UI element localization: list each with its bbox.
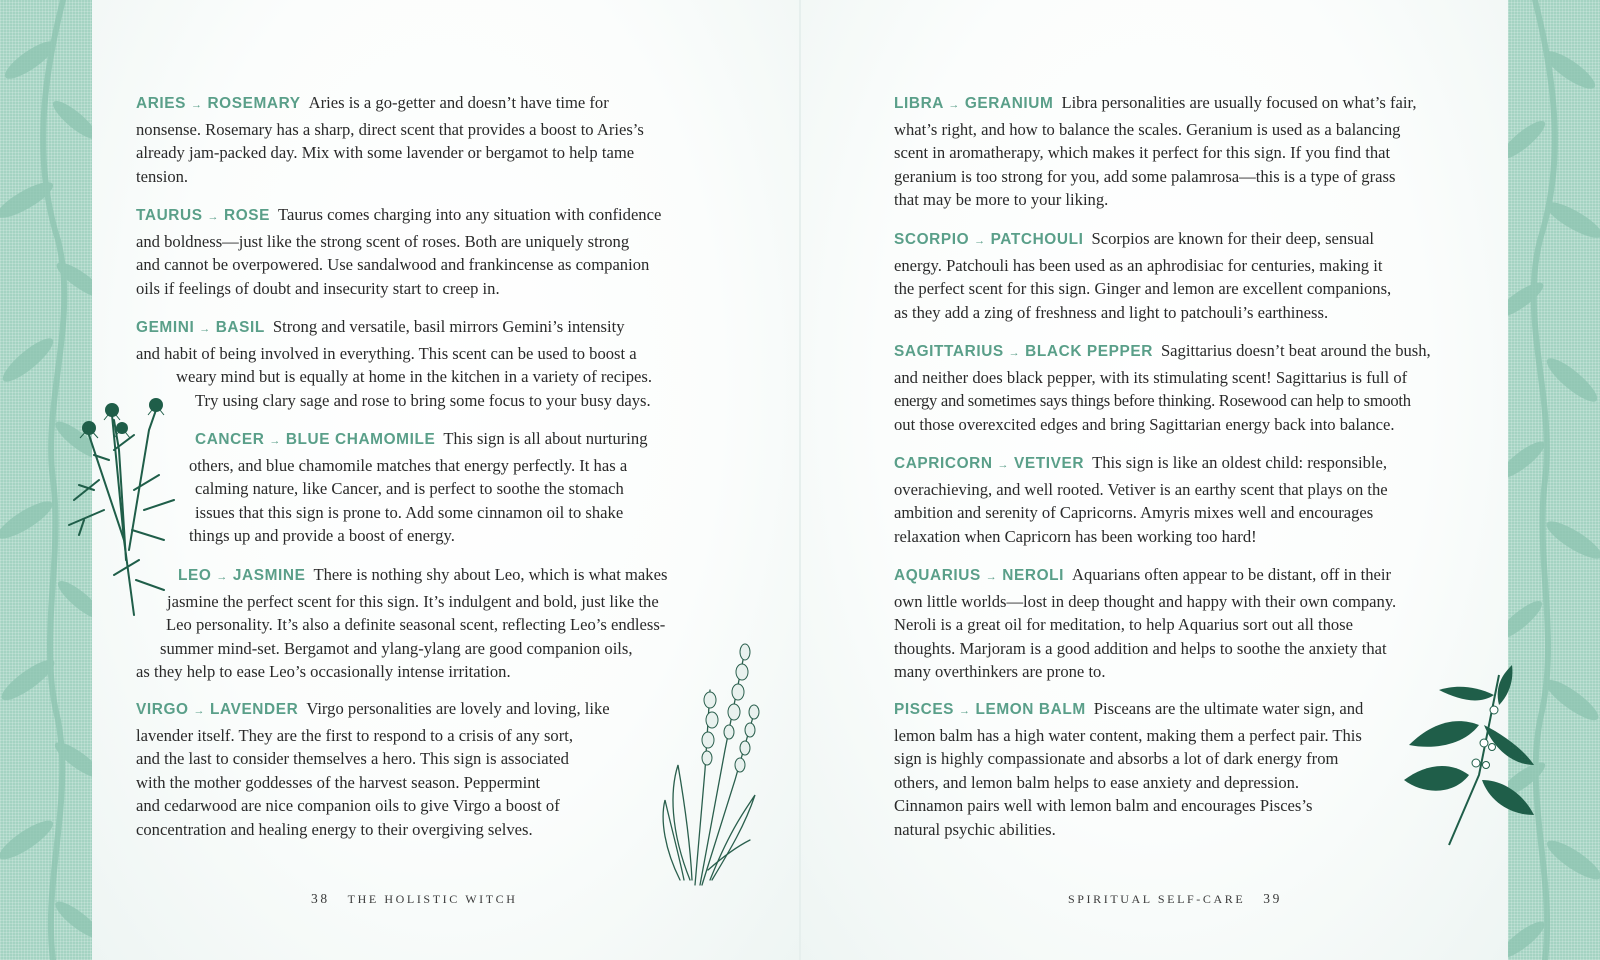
arrow-icon: → bbox=[1008, 347, 1021, 359]
entry-heading: SAGITTARIUS → BLACK PEPPER bbox=[894, 343, 1153, 360]
entry-leo: LEO → JASMINE There is nothing shy about Leo, which is what makes jasmine the perfect scent for this sign. It’s indulgent and bold, just like the Leo personality. It’s also a definite seasonal scent, reflecting Leo’s endless- summer mind-set. Bergamot and ylang-ylang are good companion oils, as they help to ease Leo’s occasionally intense irritation. bbox=[136, 565, 668, 682]
entry-gemini: GEMINI → BASIL Strong and versatile, basil mirrors Gemini’s intensity and habit of being involved in everything. This scent can be used to boost a weary mind but is equally at home in the kitchen in a variety of recipes. Try using clary sage and rose to bring some focus to your busy days. bbox=[136, 317, 653, 410]
arrow-icon: → bbox=[997, 459, 1010, 471]
arrow-icon: → bbox=[269, 435, 281, 447]
arrow-icon: → bbox=[216, 571, 228, 583]
arrow-icon: → bbox=[974, 235, 986, 247]
chamomile-illustration-icon bbox=[64, 390, 184, 620]
entry-aquarius: AQUARIUS → NEROLI Aquarians often appear to be distant, off in their own little worlds—lost in deep thought and happy with their own company. Neroli is a great oil for meditation, to help Aquarius sort out all those thoughts. Marjoram is a good addition and helps to soothe the anxiety that many overthinkers are prone to. bbox=[894, 565, 1397, 682]
entry-taurus: TAURUS → ROSE Taurus comes charging into any situation with confidence and boldness—just like the strong scent of roses. Both are uniquely strong and cannot be overpowered. Use sandalwood and frankincense as companion oils if feelings of doubt and insecurity start to creep in. bbox=[136, 205, 662, 298]
arrow-icon: → bbox=[190, 99, 203, 111]
book-spine bbox=[799, 0, 801, 960]
arrow-icon: → bbox=[199, 323, 211, 335]
entry-heading: ARIES → ROSEMARY bbox=[136, 95, 301, 112]
entry-heading: LEO → JASMINE bbox=[178, 567, 306, 584]
entry-scorpio: SCORPIO → PATCHOULI Scorpios are known for their deep, sensual energy. Patchouli has been used as an aphrodisiac for centuries, making it the perfect scent for this sign. Ginger and lemon are excellent companions, as they add a zing of freshness and light to patchouli’s earthiness. bbox=[894, 229, 1392, 322]
arrow-icon: → bbox=[193, 705, 206, 717]
entry-heading: CAPRICORN → VETIVER bbox=[894, 455, 1085, 472]
lavender-illustration-icon bbox=[650, 630, 760, 890]
arrow-icon: → bbox=[958, 705, 971, 717]
entry-heading: TAURUS → ROSE bbox=[136, 207, 271, 224]
running-head: THE HOLISTIC WITCH bbox=[347, 892, 518, 906]
entry-libra: LIBRA → GERANIUM Libra personalities are usually focused on what’s fair, what’s right, and how to balance the scales. Geranium is used as a balancing scent in aromatherapy, which makes it perfect for this sign. If you find that geranium is too strong for you, add some palamrosa—this is a type of grass that may be more to your liking. bbox=[894, 93, 1417, 210]
entry-virgo: VIRGO → LAVENDER Virgo personalities are lovely and loving, like lavender itself. They are the first to respond to a crisis of any sort, and the last to consider themselves a hero. This sign is associated with the mother goddesses of the harvest season. Peppermint and cedarwood are nice companion oils to give Virgo a boost of concentration and healing energy to their overgiving selves. bbox=[136, 699, 610, 839]
page-number: 39 bbox=[1263, 891, 1282, 906]
arrow-icon: → bbox=[948, 99, 960, 111]
entry-heading: LIBRA → GERANIUM bbox=[894, 95, 1054, 112]
entry-heading: PISCES → LEMON BALM bbox=[894, 701, 1086, 718]
arrow-icon: → bbox=[207, 211, 220, 223]
entry-pisces: PISCES → LEMON BALM Pisceans are the ultimate water sign, and lemon balm has a high water content, making them a perfect pair. This sign is highly compassionate and absorbs a lot of dark energy from others, and lemon balm helps to ease anxiety and depression. Cinnamon pairs well with lemon balm and encourages Pisces’s natural psychic abilities. bbox=[894, 699, 1364, 839]
entry-heading: SCORPIO → PATCHOULI bbox=[894, 231, 1084, 248]
entry-heading: AQUARIUS → NEROLI bbox=[894, 567, 1065, 584]
entry-heading: GEMINI → BASIL bbox=[136, 319, 265, 336]
entry-sagittarius: SAGITTARIUS → BLACK PEPPER Sagittarius doesn’t beat around the bush, and neither does black pepper, with its stimulating scent! Sagittarius is full of energy and sometimes says things before thinking. Rosewood can help to smooth out those overexcited edges and bring Sagittarian energy back into balance. bbox=[894, 341, 1431, 434]
arrow-icon: → bbox=[985, 571, 998, 583]
entry-capricorn: CAPRICORN → VETIVER This sign is like an oldest child: responsible, overachieving, and well rooted. Vetiver is an earthy scent that plays on the ambition and serenity of Capricorns. Amyris mixes well and encourages relaxation when Capricorn has been working too hard! bbox=[894, 453, 1388, 546]
running-head: SPIRITUAL SELF-CARE bbox=[1068, 892, 1246, 906]
right-page-footer bbox=[1068, 891, 1282, 907]
page-number: 38 bbox=[311, 891, 330, 906]
entry-aries: ARIES → ROSEMARY Aries is a go-getter and doesn’t have time for nonsense. Rosemary has a sharp, direct scent that provides a boost to Aries’s already jam-packed day. Mix with some lavender or bergamot to help tame tension. bbox=[136, 93, 644, 186]
left-page-footer bbox=[311, 891, 518, 907]
lemon-balm-illustration-icon bbox=[1404, 665, 1544, 850]
entry-cancer: CANCER → BLUE CHAMOMILE This sign is all about nurturing others, and blue chamomile matches that energy perfectly. It has a calming nature, like Cancer, and is perfect to soothe the stomach issues that this sign is prone to. Add some cinnamon oil to shake things up and provide a boost of energy. bbox=[189, 429, 648, 546]
entry-heading: VIRGO → LAVENDER bbox=[136, 701, 299, 718]
entry-heading: CANCER → BLUE CHAMOMILE bbox=[195, 431, 436, 448]
